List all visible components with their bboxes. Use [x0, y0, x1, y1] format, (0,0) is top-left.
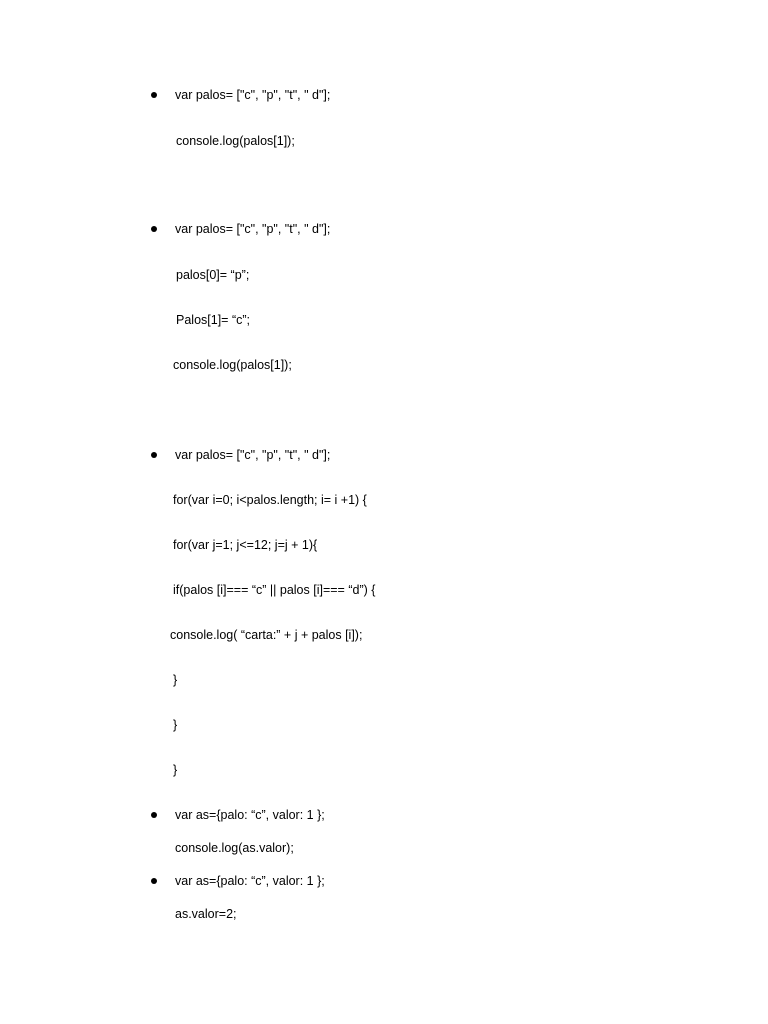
code-line: console.log(as.valor);	[175, 841, 294, 855]
code-line: if(palos [i]=== “c” || palos [i]=== “d”) {	[173, 583, 376, 597]
code-line: var palos= ["c", "p", "t", " d"];	[175, 88, 331, 102]
code-line: }	[173, 673, 178, 687]
code-line: palos[0]= “p”;	[176, 268, 250, 282]
code-line: as.valor=2;	[175, 907, 237, 921]
code-line: var as={palo: “c”, valor: 1 };	[175, 808, 325, 822]
code-line: Palos[1]= “c”;	[176, 313, 250, 327]
bullet-point	[151, 812, 157, 818]
code-line: }	[173, 763, 178, 777]
code-line: var palos= ["c", "p", "t", " d"];	[175, 448, 331, 462]
code-line: for(var i=0; i<palos.length; i= i +1) {	[173, 493, 367, 507]
bullet-point	[151, 452, 157, 458]
code-line: var palos= ["c", "p", "t", " d"];	[175, 222, 331, 236]
code-line: var as={palo: “c”, valor: 1 };	[175, 874, 325, 888]
code-line: console.log( “carta:” + j + palos [i]);	[170, 628, 363, 642]
bullet-point	[151, 92, 157, 98]
bullet-point	[151, 226, 157, 232]
code-line: console.log(palos[1]);	[176, 134, 295, 148]
code-line: for(var j=1; j<=12; j=j + 1){	[173, 538, 318, 552]
code-line: console.log(palos[1]);	[173, 358, 292, 372]
code-line: }	[173, 718, 178, 732]
bullet-point	[151, 878, 157, 884]
